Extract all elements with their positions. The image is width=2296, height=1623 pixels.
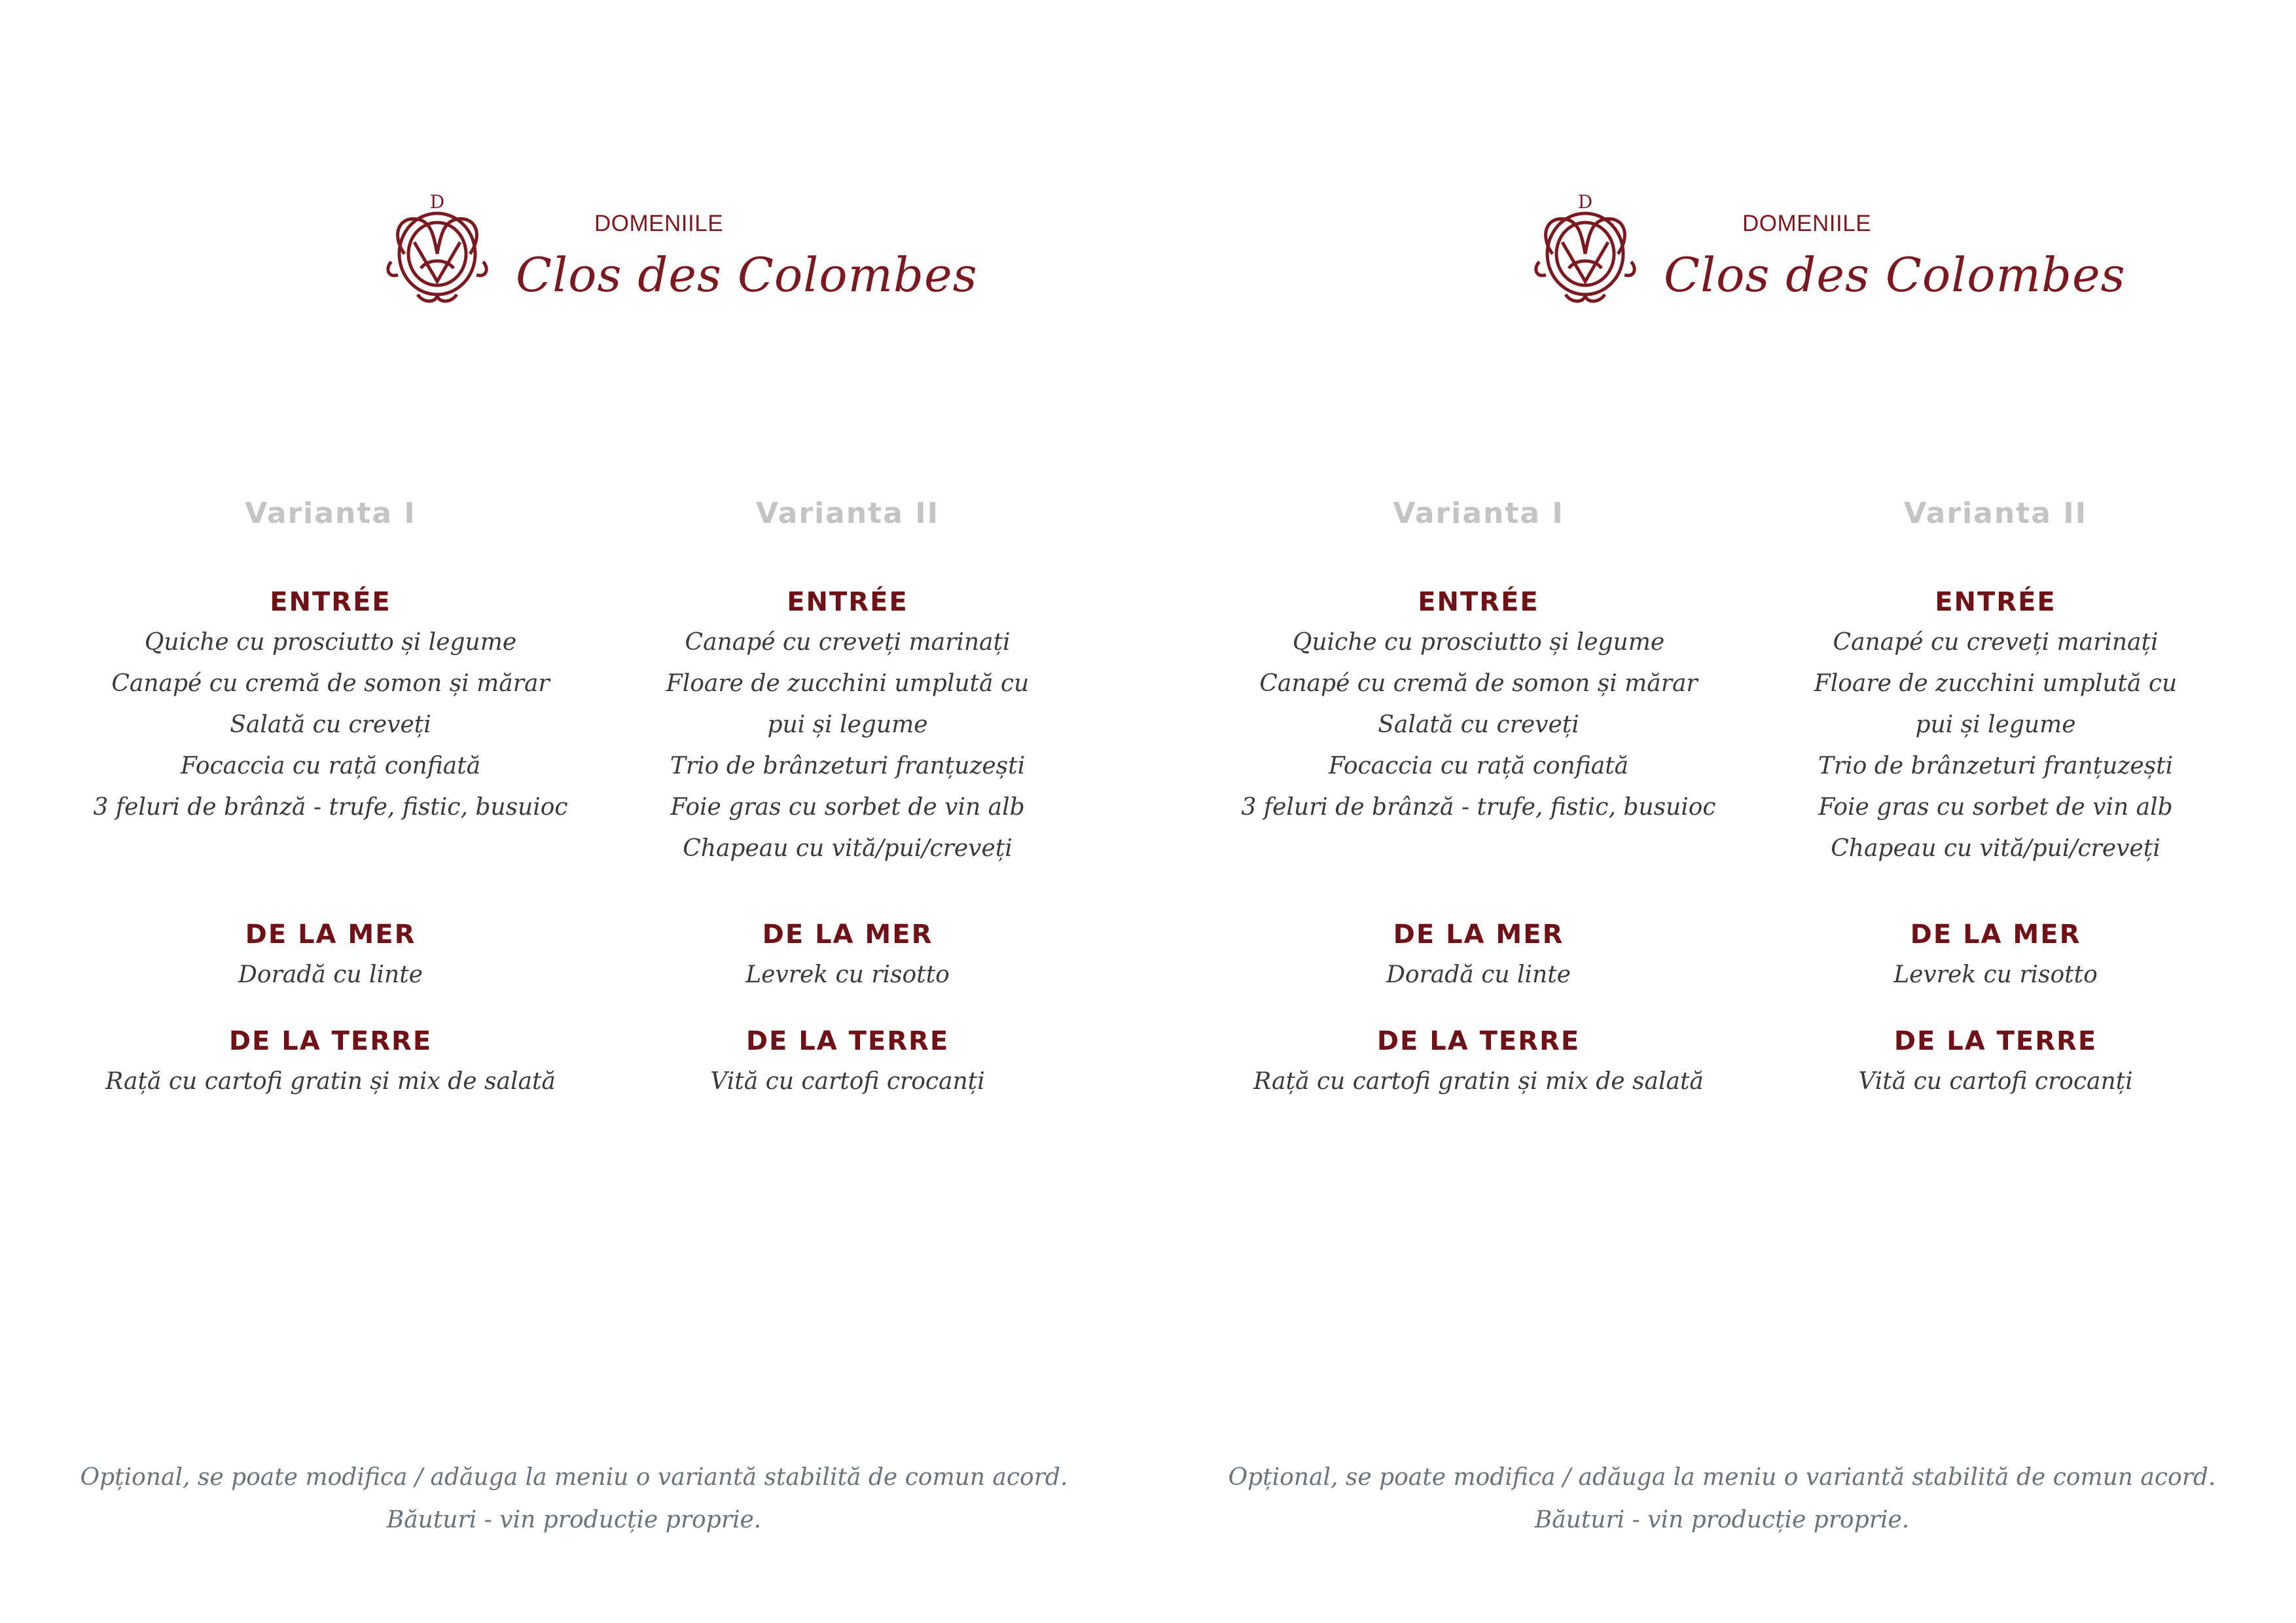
spacer (599, 540, 1096, 582)
menu-item: Chapeau cu vită/pui/creveți (1831, 835, 2161, 862)
spacer (82, 995, 579, 1022)
section-heading: DE LA TERRE (1376, 1026, 1581, 1056)
spacer (1747, 540, 2244, 582)
menu-item: Salată cu creveți (1378, 711, 1579, 738)
spacer (1230, 995, 1727, 1022)
menu-item: Quiche cu prosciutto și legume (1292, 629, 1665, 656)
menu-page (1148, 0, 2296, 1623)
brand-logo (1148, 190, 2296, 321)
section-heading: DE LA TERRE (745, 1026, 950, 1056)
spacer (1747, 869, 2244, 915)
menu-item: Floare de zucchini umplută cu (1814, 670, 2178, 697)
monogram-letter: D (429, 191, 445, 213)
brand-name: Clos des Colombes (516, 247, 978, 302)
menu-item: Focaccia cu rață confiată (1328, 753, 1629, 779)
menu-item: Floare de zucchini umplută cu (666, 670, 1030, 697)
spacer (1230, 828, 1727, 915)
menu-item: Levrek cu risotto (1893, 961, 2098, 988)
monogram-logo-icon (1526, 190, 1644, 308)
brand-top-label: DOMENIILE (594, 211, 724, 236)
spacer (599, 995, 1096, 1022)
spacer (82, 540, 579, 582)
spacer (1747, 995, 2244, 1022)
menu-item: Canapé cu cremă de somon și mărar (111, 670, 550, 697)
variant-title: Varianta II (756, 497, 939, 530)
variant-column (82, 488, 579, 1102)
footer-drinks: Băuturi - vin producție proprie. (1534, 1507, 1910, 1533)
menu-item: pui și legume (1915, 711, 2076, 738)
variant-column (599, 488, 1096, 1102)
monogram-logo-icon (378, 190, 496, 308)
menu-item: Levrek cu risotto (745, 961, 950, 988)
brand-logo (0, 190, 1148, 321)
menu-item: Trio de brânzeturi franțuzești (1818, 753, 2174, 779)
section-heading: DE LA MER (762, 919, 933, 950)
spacer (82, 828, 579, 915)
variant-column (1230, 488, 1727, 1102)
menu-item: Quiche cu prosciutto și legume (144, 629, 517, 656)
menu-item: pui și legume (767, 711, 928, 738)
menu-footer (1148, 1456, 2296, 1541)
menu-item: Rață cu cartofi gratin și mix de salată (105, 1068, 556, 1095)
section-heading: DE LA MER (1393, 919, 1564, 950)
section-heading: DE LA TERRE (1893, 1026, 2098, 1056)
variant-column (1747, 488, 2244, 1102)
menu-item: Foie gras cu sorbet de vin alb (670, 794, 1025, 821)
menu-item: Chapeau cu vită/pui/creveți (683, 835, 1013, 862)
menu-item: Vită cu cartofi crocanți (1858, 1068, 2133, 1095)
footer-drinks: Băuturi - vin producție proprie. (386, 1507, 762, 1533)
menu-item: 3 feluri de brânză - trufe, fistic, busuioc (93, 794, 568, 821)
menu-item: 3 feluri de brânză - trufe, fistic, busuioc (1241, 794, 1716, 821)
section-heading: ENTRÉE (270, 587, 391, 617)
section-heading: ENTRÉE (1418, 587, 1539, 617)
menu-item: Rață cu cartofi gratin și mix de salată (1253, 1068, 1704, 1095)
section-heading: DE LA MER (1910, 919, 2081, 950)
section-heading: ENTRÉE (787, 587, 908, 617)
menu-item: Doradă cu linte (1386, 961, 1571, 988)
menu-item: Foie gras cu sorbet de vin alb (1818, 794, 2173, 821)
menu-item: Doradă cu linte (238, 961, 423, 988)
menu-footer (0, 1456, 1148, 1541)
variant-title: Varianta I (1393, 497, 1564, 530)
section-heading: DE LA MER (245, 919, 416, 950)
section-heading: DE LA TERRE (228, 1026, 433, 1056)
menu-item: Vită cu cartofi crocanți (710, 1068, 985, 1095)
footer-note: Opțional, se poate modifica / adăuga la meniu o variantă stabilită de comun acord. (80, 1464, 1068, 1491)
menu-item: Salată cu creveți (230, 711, 431, 738)
section-heading: ENTRÉE (1935, 587, 2056, 617)
footer-note: Opțional, se poate modifica / adăuga la meniu o variantă stabilită de comun acord. (1228, 1464, 2216, 1491)
menu-item: Focaccia cu rață confiată (180, 753, 481, 779)
spacer (1230, 540, 1727, 582)
menu-item: Canapé cu creveți marinați (1833, 629, 2159, 656)
menu-item: Trio de brânzeturi franțuzești (670, 753, 1026, 779)
spacer (599, 869, 1096, 915)
monogram-letter: D (1577, 191, 1593, 213)
brand-top-label: DOMENIILE (1742, 211, 1872, 236)
variant-title: Varianta II (1904, 497, 2087, 530)
menu-item: Canapé cu cremă de somon și mărar (1259, 670, 1698, 697)
brand-name: Clos des Colombes (1664, 247, 2126, 302)
variant-title: Varianta I (245, 497, 416, 530)
menu-item: Canapé cu creveți marinați (685, 629, 1011, 656)
